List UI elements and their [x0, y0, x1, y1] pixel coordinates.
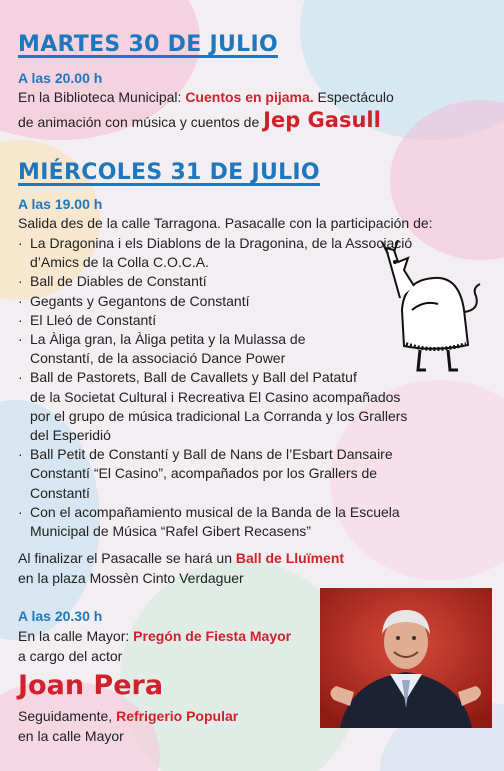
pregon-line: [18, 626, 291, 646]
list-item-cont: del Esperidió: [30, 427, 111, 444]
day2-header: MIÉRCOLES 31 DE JULIO: [18, 160, 320, 185]
text: Al finalizar el Pasacalle se hará un: [18, 550, 236, 566]
actor-line: a cargo del actor: [18, 648, 123, 664]
time2: A las 20.30 h: [18, 608, 103, 624]
text: En la Biblioteca Municipal:: [18, 89, 186, 105]
list-item-cont: por el grupo de música tradicional La Corranda y los Grallers: [30, 407, 408, 424]
day1-line1: [18, 87, 394, 107]
actor-name: Joan Pera: [18, 670, 164, 701]
event-refrigerio: Refrigerio Popular: [116, 708, 239, 724]
text: de animación con música y cuentos de: [18, 114, 264, 130]
list-item: · Ball de Diables de Constantí: [18, 272, 412, 291]
ball-line2: en la plaza Mossèn Cinto Verdaguer: [18, 570, 244, 586]
day2-time: A las 19.00 h: [18, 196, 103, 212]
actor-photo: [320, 588, 492, 728]
day1-time: A las 20.00 h: [18, 70, 103, 86]
list-item-cont: Constantí “El Casino”, acompañados por los Grallers de: [30, 465, 378, 482]
day2-intro: Salida des de la calle Tarragona. Pasacalle con la participación de:: [18, 215, 433, 231]
day1-header: MARTES 30 DE JULIO: [18, 32, 278, 57]
list-item: · Con el acompañamiento musical de la Banda de la Escuela: [18, 503, 412, 522]
participant-list: [18, 234, 412, 541]
list-item-cont: Municipal de Música “Rafel Gibert Recasens”: [30, 523, 311, 540]
text: Espectáculo: [313, 89, 394, 105]
ball-line1: [18, 548, 344, 568]
text: Seguidamente,: [18, 708, 117, 724]
list-item: · Ball Petit de Constantí y Ball de Nans de l’Esbart Dansaire: [18, 445, 412, 464]
text: En la calle Mayor:: [18, 628, 134, 644]
event-cuentos: Cuentos en pijama.: [185, 89, 314, 105]
list-item-cont: Constantí: [30, 484, 90, 501]
event-ball: Ball de Lluïment: [235, 550, 345, 566]
list-item: · Gegants y Gegantons de Constantí: [18, 292, 412, 311]
event-pregon: Pregón de Fiesta Mayor: [133, 628, 292, 644]
list-item-cont: d’Amics de la Colla C.O.C.A.: [30, 254, 209, 271]
list-item-cont: de la Societat Cultural i Recreativa El Casino acompañados: [30, 388, 401, 405]
list-item: · La Dragonina i els Diablons de la Dragonina, de la Associació: [18, 234, 412, 253]
day1-line2: [18, 110, 381, 132]
list-item: · El Lleó de Constantí: [18, 311, 412, 330]
seg-line1: [18, 706, 238, 726]
list-item: · Ball de Pastorets, Ball de Cavallets y Ball del Patatuf: [18, 368, 412, 387]
list-item-cont: Constantí, de la associació Dance Power: [30, 350, 286, 367]
list-item: · La Àliga gran, la Àliga petita y la Mulassa de: [18, 330, 412, 349]
performer-name: Jep Gasull: [263, 108, 381, 132]
seg-line2: en la calle Mayor: [18, 728, 124, 744]
